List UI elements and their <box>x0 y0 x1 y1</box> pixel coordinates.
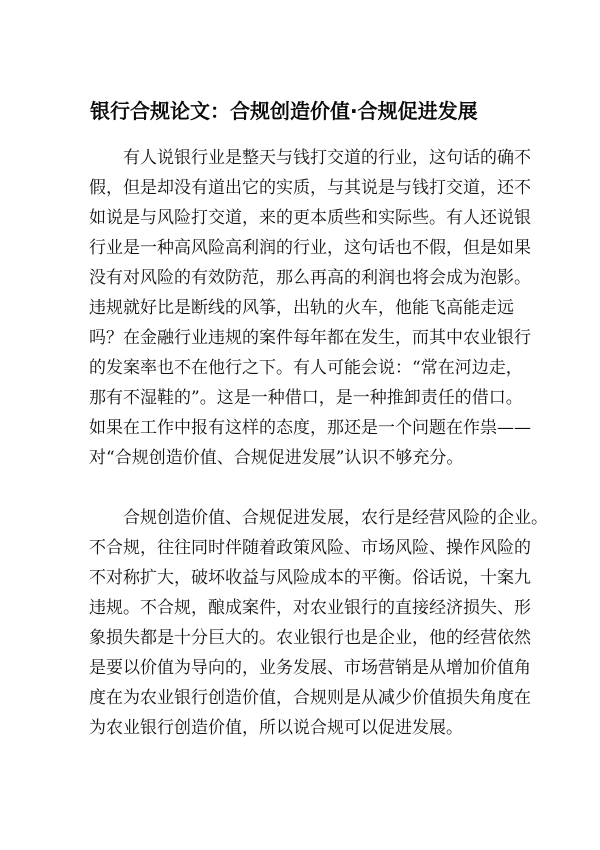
paragraph-line: 违规。不合规，酿成案件，对农业银行的直接经济损失、形 <box>89 598 531 618</box>
paragraph-line: 没有对风险的有效防范，那么再高的利润也将会成为泡影。 <box>89 268 531 288</box>
paragraph-line: 不对称扩大，破坏收益与风险成本的平衡。俗话说，十案九 <box>89 568 531 588</box>
paragraph-line: 的发案率也不在他行之下。有人可能会说：“常在河边走， <box>89 358 523 378</box>
paragraph-line: 是要以价值为导向的，业务发展、市场营销是从增加价值角 <box>89 658 531 678</box>
paragraph-line: 象损失都是十分巨大的。农业银行也是企业，他的经营依然 <box>89 628 531 648</box>
paragraph-line: 吗？在金融行业违规的案件每年都在发生，而其中农业银行 <box>89 328 531 348</box>
paragraph-line: 如说是与风险打交道，来的更本质些和实际些。有人还说银 <box>89 208 531 228</box>
paragraph-2 <box>89 503 549 743</box>
document-title: 银行合规论文：合规创造价值·合规促进发展 <box>90 99 478 123</box>
paragraph-line: 行业是一种高风险高利润的行业，这句话也不假，但是如果 <box>89 238 531 258</box>
paragraph-line: 为农业银行创造价值，所以说合规可以促进发展。 <box>89 718 463 738</box>
paragraph-line: 对“合规创造价值、合规促进发展”认识不够充分。 <box>89 448 464 468</box>
paragraph-line: 如果在工作中报有这样的态度，那还是一个问题在作祟—— <box>89 418 531 438</box>
paragraph-line: 度在为农业银行创造价值，合规则是从减少价值损失角度在 <box>89 688 531 708</box>
paragraph-line: 假，但是却没有道出它的实质，与其说是与钱打交道，还不 <box>89 178 531 198</box>
paragraph-line: 不合规，往往同时伴随着政策风险、市场风险、操作风险的 <box>89 538 531 558</box>
paragraph-line: 合规创造价值、合规促进发展，农行是经营风险的企业。 <box>123 508 548 528</box>
paragraph-line: 那有不湿鞋的”。这是一种借口，是一种推卸责任的借口。 <box>89 388 523 408</box>
paragraph-line: 违规就好比是断线的风筝，出轨的火车，他能飞高能走远 <box>89 298 514 318</box>
paragraph-line: 有人说银行业是整天与钱打交道的行业，这句话的确不 <box>123 148 531 168</box>
paragraph-1 <box>89 143 549 473</box>
